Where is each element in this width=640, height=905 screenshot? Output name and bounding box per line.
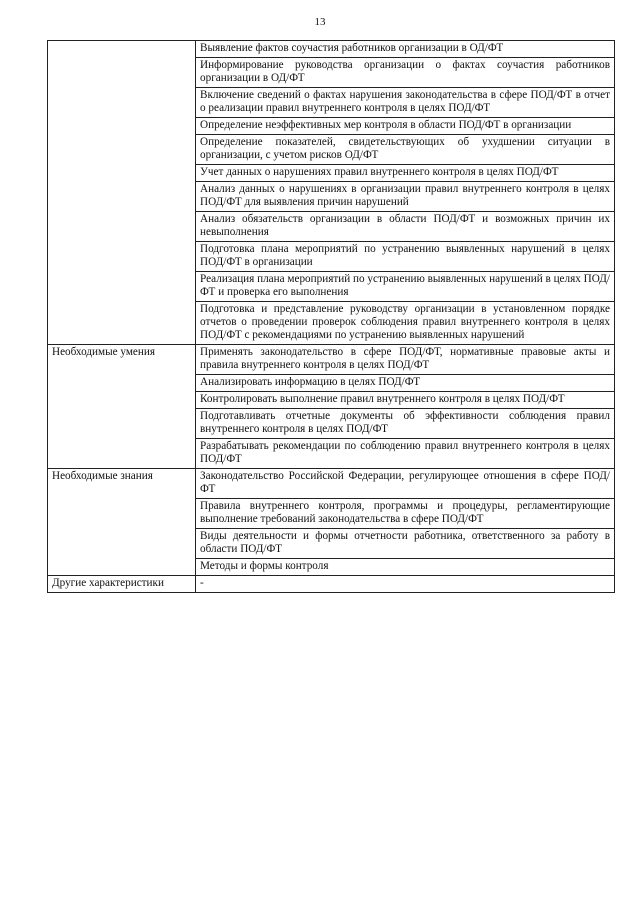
knowledge-item: Методы и формы контроля <box>196 559 615 576</box>
other-value: - <box>196 576 615 593</box>
skill-item: Подготавливать отчетные документы об эффективности соблюдения правил внутреннего контроля в целях ПОД/ФТ <box>196 409 615 439</box>
action-item: Учет данных о нарушениях правил внутреннего контроля в целях ПОД/ФТ <box>196 165 615 182</box>
qualification-table <box>47 40 615 593</box>
action-item: Выявление фактов соучастия работников организации в ОД/ФТ <box>196 41 615 58</box>
action-item: Подготовка и представление руководству организации в установленном порядке отчетов о проведении проверок соблюдения правил внутреннего контроля в целях ПОД/ФТ с рекомендациями по устранению выявленных нарушений <box>196 302 615 345</box>
knowledge-label: Необходимые знания <box>48 469 196 576</box>
other-label: Другие характеристики <box>48 576 196 593</box>
table-row <box>48 345 615 375</box>
action-item: Подготовка плана мероприятий по устранению выявленных нарушений в целях ПОД/ФТ в организации <box>196 242 615 272</box>
skill-item: Анализировать информацию в целях ПОД/ФТ <box>196 375 615 392</box>
action-item: Информирование руководства организации о фактах соучастия работников организации в ОД/ФТ <box>196 58 615 88</box>
skill-item: Контролировать выполнение правил внутреннего контроля в целях ПОД/ФТ <box>196 392 615 409</box>
action-item: Реализация плана мероприятий по устранению выявленных нарушений в целях ПОД/ФТ и проверка его выполнения <box>196 272 615 302</box>
skill-item: Применять законодательство в сфере ПОД/ФТ, нормативные правовые акты и правила внутреннего контроля в целях ПОД/ФТ <box>196 345 615 375</box>
action-item: Анализ обязательств организации в области ПОД/ФТ и возможных причин их невыполнения <box>196 212 615 242</box>
page-number: 13 <box>314 16 326 28</box>
action-item: Включение сведений о фактах нарушения законодательства в сфере ПОД/ФТ в отчет о реализации правил внутреннего контроля в целях ПОД/ФТ <box>196 88 615 118</box>
table-row <box>48 469 615 499</box>
action-item: Определение показателей, свидетельствующих об ухудшении ситуации в организации, с учетом рисков ОД/ФТ <box>196 135 615 165</box>
labor-actions-label-cell <box>48 41 196 345</box>
action-item: Анализ данных о нарушениях в организации правил внутреннего контроля в целях ПОД/ФТ для выявления причин нарушений <box>196 182 615 212</box>
skill-item: Разрабатывать рекомендации по соблюдению правил внутреннего контроля в целях ПОД/ФТ <box>196 439 615 469</box>
action-item: Определение неэффективных мер контроля в области ПОД/ФТ в организации <box>196 118 615 135</box>
knowledge-item: Законодательство Российской Федерации, регулирующее отношения в сфере ПОД/ФТ <box>196 469 615 499</box>
table-row <box>48 41 615 58</box>
knowledge-item: Виды деятельности и формы отчетности работника, ответственного за работу в области ПОД/ФТ <box>196 529 615 559</box>
knowledge-item: Правила внутреннего контроля, программы и процедуры, регламентирующие выполнение требований законодательства в сфере ПОД/ФТ <box>196 499 615 529</box>
skills-label: Необходимые умения <box>48 345 196 469</box>
table-row <box>48 576 615 593</box>
